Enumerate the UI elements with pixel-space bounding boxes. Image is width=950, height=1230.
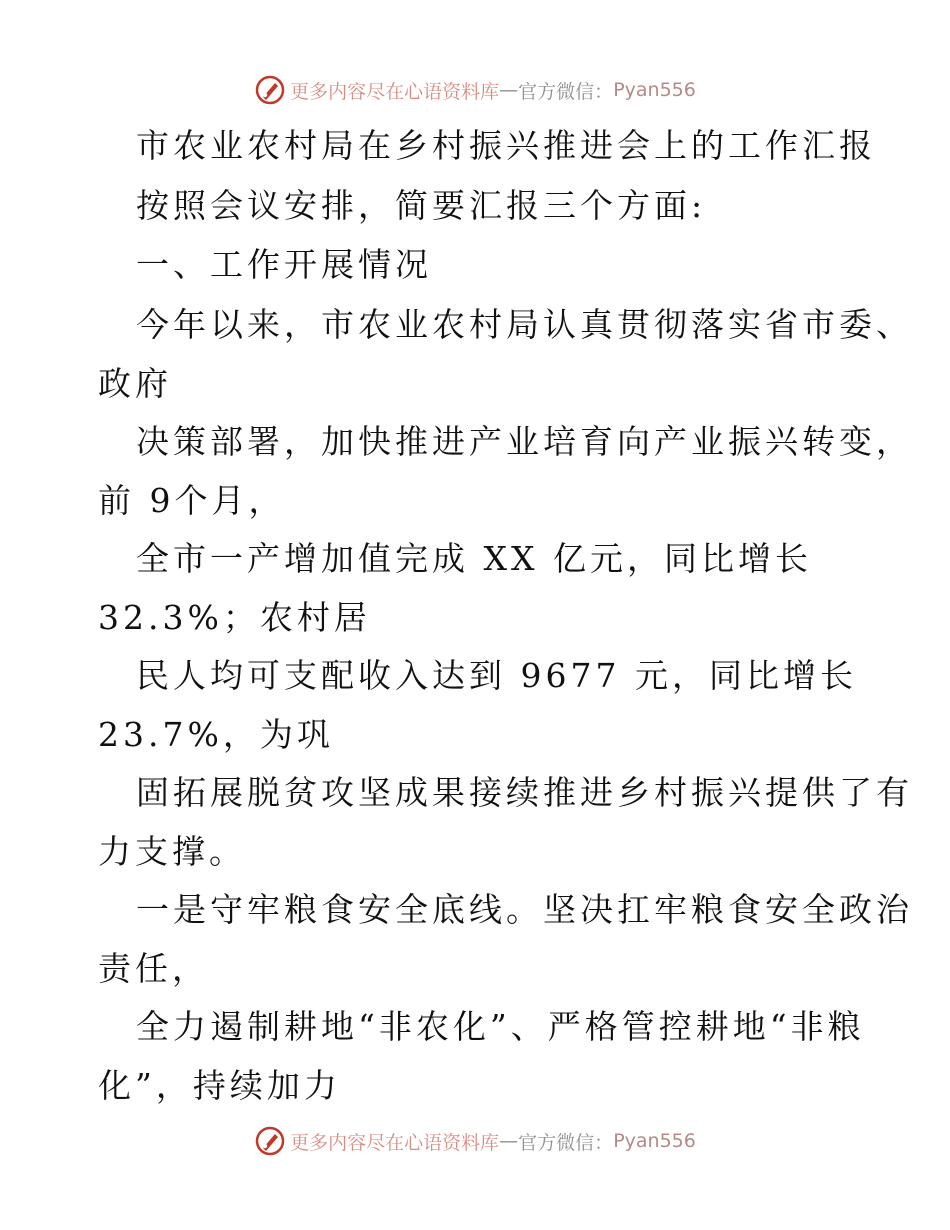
watermark-official: 官方微信： xyxy=(518,1131,614,1154)
document-line: 按照会议安排，简要汇报三个方面: xyxy=(136,186,707,225)
document-line: 一是守牢粮食安全底线。坚决扛牢粮食安全政治 xyxy=(136,890,913,929)
document-line: 政府 xyxy=(98,364,172,403)
footer-watermark xyxy=(0,1121,950,1161)
document-line: 前 9个月， xyxy=(98,481,286,520)
document-line: 化”，持续加力 xyxy=(98,1066,341,1105)
document-line: 固拓展脱贫攻坚成果接续推进乡村振兴提供了有 xyxy=(136,773,913,812)
document-line: 责任， xyxy=(98,949,209,988)
document-line: 全力遏制耕地“非农化”、严格管控耕地“非粮 xyxy=(136,1007,865,1046)
watermark-prefix: 更多内容尽在心语资料库 xyxy=(290,1131,500,1154)
document-line: 力支撑。 xyxy=(98,832,246,871)
document-title: 市农业农村局在乡村振兴推进会上的工作汇报 xyxy=(136,126,876,165)
watermark-prefix: 更多内容尽在心语资料库 xyxy=(290,80,500,103)
watermark-wechat-id: Pyan556 xyxy=(613,79,696,101)
document-line: 32.3%；农村居 xyxy=(98,598,371,637)
watermark-dash: — xyxy=(499,79,519,101)
document-line: 今年以来，市农业农村局认真贯彻落实省市委、 xyxy=(136,305,913,344)
document-line: 全市一产增加值完成 XX 亿元，同比增长 xyxy=(136,539,812,578)
watermark-official: 官方微信： xyxy=(518,80,614,103)
section-heading: 一、工作开展情况 xyxy=(136,245,432,284)
watermark-wechat-id: Pyan556 xyxy=(613,1130,696,1152)
pen-circle-icon xyxy=(254,1125,286,1157)
document-line: 决策部署，加快推进产业培育向产业振兴转变， xyxy=(136,422,913,461)
document-line: 民人均可支配收入达到 9677 元，同比增长 xyxy=(136,656,857,695)
document-line: 23.7%，为巩 xyxy=(98,715,334,754)
watermark-dash: — xyxy=(499,1130,519,1152)
